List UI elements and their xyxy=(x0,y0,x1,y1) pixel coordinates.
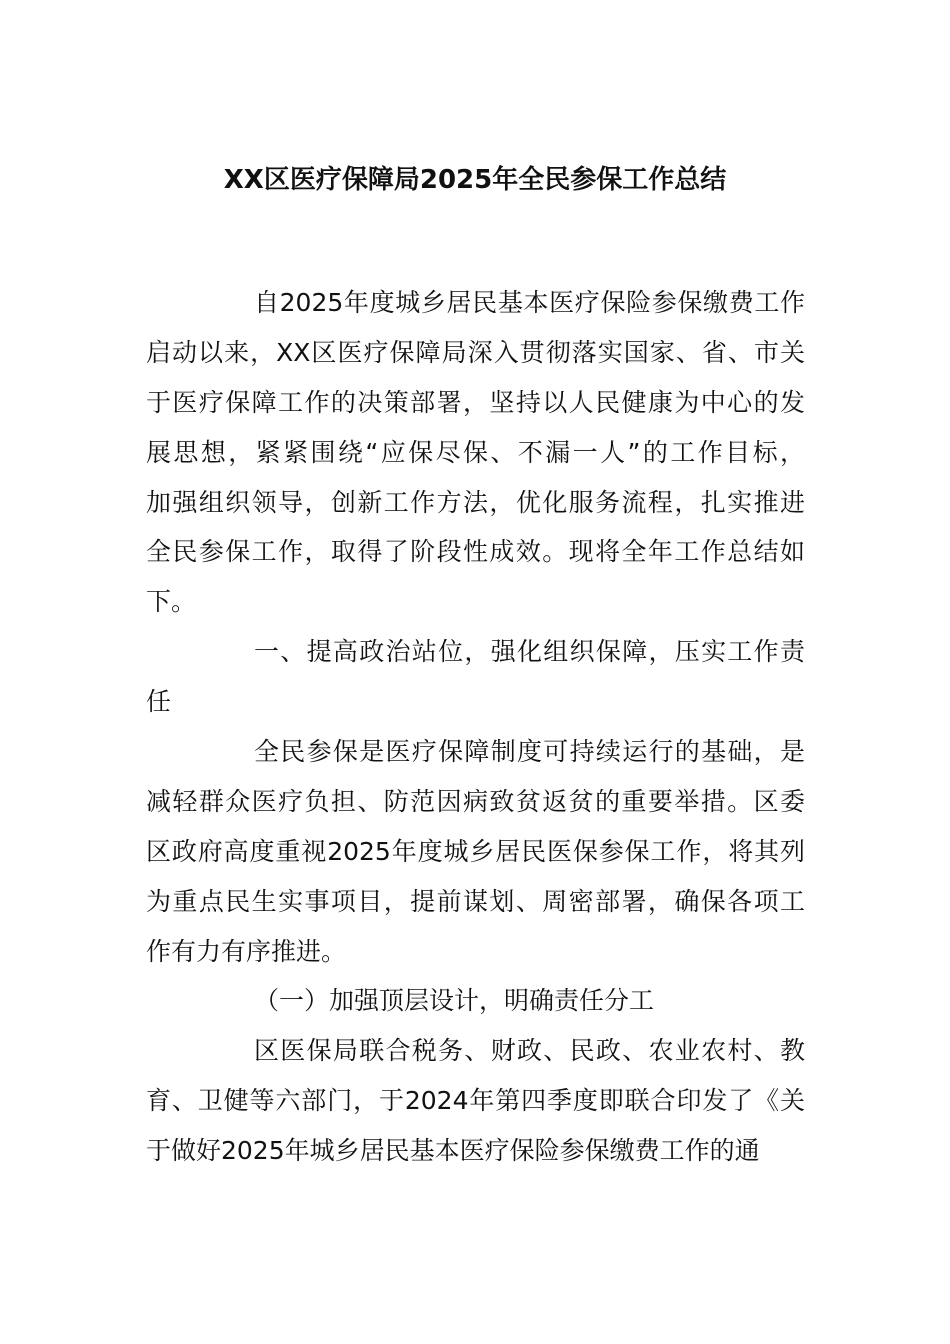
paragraph xyxy=(146,627,805,727)
text-line: 一、提高政治站位，强化组织保障，压实工作责 xyxy=(254,637,805,667)
text-line: （一）加强顶层设计，明确责任分工 xyxy=(254,986,655,1016)
text-line: 任 xyxy=(146,687,172,717)
text-line: 育、卫健等六部门，于2024年第四季度即联合印发了《关 xyxy=(146,1086,805,1116)
text-line: 于做好2025年城乡居民基本医疗保险参保缴费工作的通 xyxy=(146,1136,760,1166)
text-line: 为重点民生实事项目，提前谋划、周密部署，确保各项工 xyxy=(146,886,805,916)
text-line: 区医保局联合税务、财政、民政、农业农村、教 xyxy=(254,1036,805,1066)
text-line: 全民参保工作，取得了阶段性成效。现将全年工作总结如 xyxy=(146,537,805,567)
paragraph xyxy=(146,976,805,1026)
document-body xyxy=(146,278,805,1176)
text-line: 作有力有序推进。 xyxy=(146,936,347,966)
text-line: 于医疗保障工作的决策部署，坚持以人民健康为中心的发 xyxy=(146,387,805,417)
text-line: 加强组织领导，创新工作方法，优化服务流程，扎实推进 xyxy=(146,487,805,517)
text-line: 区政府高度重视2025年度城乡居民医保参保工作，将其列 xyxy=(146,836,805,866)
text-line: 启动以来，XX区医疗保障局深入贯彻落实国家、省、市关 xyxy=(146,337,805,367)
text-line: 减轻群众医疗负担、防范因病致贫返贫的重要举措。区委 xyxy=(146,786,805,816)
text-line: 展思想，紧紧围绕“应保尽保、不漏一人”的工作目标， xyxy=(146,437,805,467)
paragraph xyxy=(146,727,805,976)
paragraph xyxy=(146,1026,805,1176)
text-line: 自2025年度城乡居民基本医疗保险参保缴费工作 xyxy=(254,288,805,317)
text-line: 全民参保是医疗保障制度可持续运行的基础，是 xyxy=(254,737,805,767)
document-title: XX区医疗保障局2025年全民参保工作总结 xyxy=(223,165,727,195)
text-line: 下。 xyxy=(146,587,197,617)
paragraph xyxy=(146,278,805,627)
